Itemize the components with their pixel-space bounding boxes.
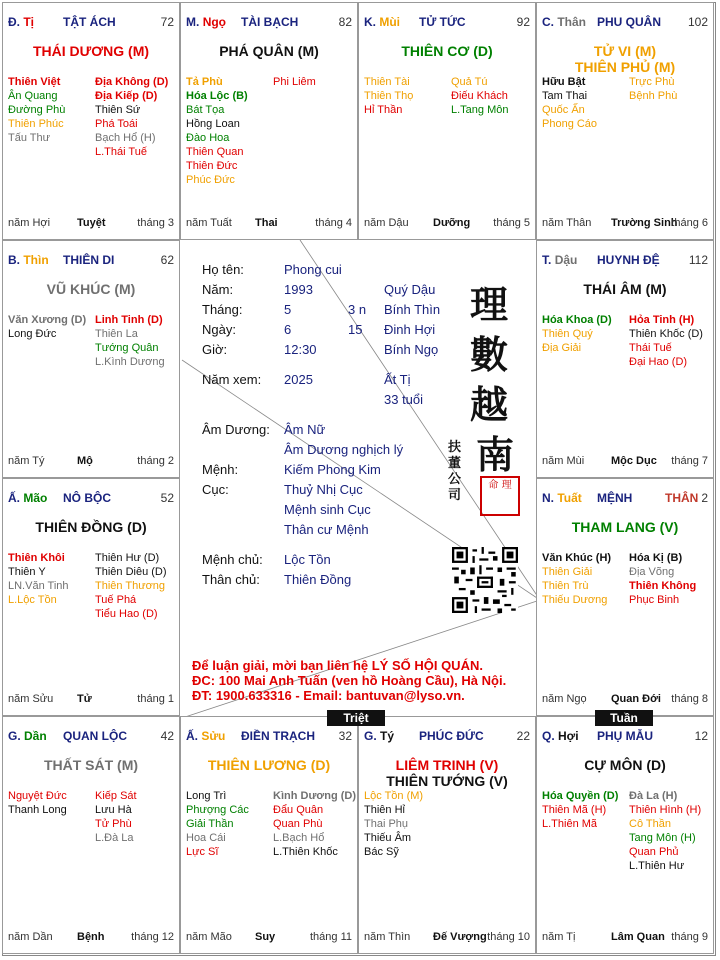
contact-block [192, 658, 506, 703]
minor-star: Thiên Giải [542, 566, 593, 578]
major-stars [537, 757, 713, 773]
palace-can: Đ. [8, 15, 20, 29]
minor-stars-right [95, 551, 167, 621]
palace-number: 112 [688, 253, 708, 267]
minor-stars-left [8, 551, 69, 607]
minor-star: Phục Binh [629, 594, 680, 606]
minor-star: Hoa Cái [186, 832, 226, 844]
minor-star: Bệnh Phù [629, 90, 678, 102]
minor-star: Lưu Hà [95, 804, 132, 816]
major-stars [359, 757, 535, 789]
minor-star: Hỉ Thần [364, 104, 403, 116]
minor-star: Thiên Việt [8, 76, 61, 88]
red-seal-stamp [480, 476, 520, 516]
minor-star: Quốc Ấn [542, 104, 585, 116]
minor-star: Giải Thần [186, 818, 234, 830]
label-than-chu: Thân chủ: [202, 572, 260, 587]
palace-branch-name: Sửu [201, 729, 226, 743]
minor-star: Thiên Hình (H) [629, 804, 702, 816]
minor-star: Địa Kiếp (D) [95, 90, 158, 102]
palace-can: B. [8, 253, 20, 267]
label-hour: Giờ: [202, 342, 228, 357]
minor-star: Ân Quang [8, 90, 58, 102]
palace-month: tháng 1 [137, 693, 174, 705]
minor-star: Trực Phù [629, 76, 675, 88]
value-menh: Kiếm Phong Kim [284, 462, 381, 477]
palace-month: tháng 2 [137, 455, 174, 467]
minor-star: Quan Phù [273, 818, 323, 830]
value-view-canchi: Ất Tị [384, 372, 411, 387]
minor-star: Tấu Thư [8, 132, 51, 144]
palace-month: tháng 7 [671, 455, 708, 467]
minor-stars-right [273, 75, 316, 89]
palace-name: PHU QUÂN [597, 15, 662, 29]
minor-star: Tả Phù [186, 76, 223, 88]
minor-star: Hữu Bật [542, 76, 586, 88]
palace-branch [8, 253, 49, 267]
value-amduong-2: Âm Dương nghịch lý [284, 442, 404, 457]
minor-stars-right [95, 789, 137, 845]
seal-text: 命 理 [488, 480, 512, 491]
palace-name: ĐIỀN TRẠCH [241, 729, 315, 743]
minor-star: Địa Không (D) [95, 76, 169, 88]
palace-month: tháng 4 [315, 217, 352, 229]
minor-star: Nguyệt Đức [8, 790, 67, 802]
qr-code-icon[interactable] [452, 547, 518, 613]
major-stars [181, 757, 357, 773]
minor-star: Thiên Hư (D) [95, 552, 160, 564]
palace-hoi[interactable] [536, 716, 714, 954]
value-month: 5 [284, 302, 292, 317]
minor-star: Phượng Các [186, 804, 249, 816]
palace-branch-name: Mùi [379, 15, 401, 29]
major-stars [181, 43, 357, 59]
label-menh: Mệnh: [202, 462, 239, 477]
palace-branch-name: Ngọ [202, 15, 227, 29]
palace-year: năm Thân [542, 217, 592, 229]
palace-dan[interactable] [2, 716, 180, 954]
calligraphy-small: 扶 董 公 司 [448, 440, 462, 503]
palace-branch [186, 729, 225, 743]
palace-month: tháng 3 [137, 217, 174, 229]
minor-star: LN.Văn Tinh [8, 580, 69, 592]
minor-star: Thiên Đức [186, 160, 238, 172]
minor-star: Bát Tọa [186, 104, 225, 116]
palace-branch-name: Tý [380, 729, 395, 743]
palace-branch-name: Tị [23, 15, 35, 29]
palace-stage: Thai [255, 217, 278, 229]
minor-star: Long Đức [8, 328, 57, 340]
major-star: THIÊN TƯỚNG (V) [386, 773, 508, 789]
palace-month: tháng 6 [671, 217, 708, 229]
minor-star: Tam Thai [542, 90, 588, 102]
palace-year: năm Sửu [8, 693, 54, 705]
minor-star: Thiếu Âm [364, 832, 412, 844]
major-stars [3, 281, 179, 297]
palace-year: năm Mão [186, 931, 232, 943]
minor-star: Phi Liêm [273, 76, 316, 88]
minor-stars-right [629, 789, 701, 873]
palace-number: 62 [160, 253, 174, 267]
palace-ti[interactable] [2, 2, 180, 240]
palace-number: 72 [160, 15, 174, 29]
palace-name: HUYNH ĐỆ [597, 253, 660, 267]
palace-year: năm Hợi [8, 217, 51, 229]
minor-star: L.Bạch Hổ [273, 832, 325, 844]
palace-tuat[interactable] [536, 478, 714, 716]
major-stars [537, 281, 713, 297]
minor-stars-left [8, 75, 65, 145]
minor-star: Kình Dương (D) [273, 790, 356, 802]
palace-dau[interactable] [536, 240, 714, 478]
palace-branch [8, 491, 47, 505]
minor-star: Bác Sỹ [364, 846, 399, 858]
palace-mui[interactable] [358, 2, 536, 240]
major-star: THẤT SÁT (M) [43, 757, 139, 773]
minor-star: L.Thiên Hư [629, 860, 685, 872]
triet-tag: Triệt [327, 710, 385, 726]
palace-month: tháng 10 [487, 931, 530, 943]
minor-star: L.Lộc Tồn [8, 594, 57, 606]
palace-branch [186, 15, 226, 29]
major-stars [3, 757, 179, 773]
palace-branch-name: Thân [557, 15, 587, 29]
palace-mao[interactable] [2, 478, 180, 716]
palace-number: 12 [694, 729, 708, 743]
palace-number: 52 [160, 491, 174, 505]
palace-branch [8, 729, 47, 743]
minor-star: Quan Phủ [629, 846, 679, 858]
minor-star: Linh Tinh (D) [95, 314, 163, 326]
label-amduong: Âm Dương: [202, 422, 270, 437]
minor-star: L.Đà La [95, 832, 134, 844]
minor-star: L.Thái Tuế [95, 146, 147, 158]
minor-star: Thanh Long [8, 804, 67, 816]
palace-can: N. [542, 491, 554, 505]
palace-stage: Dưỡng [433, 217, 471, 229]
palace-name: MỆNH [597, 491, 633, 505]
palace-branch [542, 491, 582, 505]
minor-star: Thiên Y [8, 566, 46, 578]
major-star: LIÊM TRINH (V) [395, 757, 499, 773]
minor-star: Thái Tuế [629, 342, 672, 354]
minor-star: Phong Cáo [542, 118, 598, 130]
palace-name: QUAN LỘC [63, 729, 127, 743]
minor-star: Thiên Trù [542, 580, 589, 592]
palace-stage: Mộc Dục [611, 455, 657, 467]
value-name: Phong cui [284, 262, 342, 277]
minor-star: Thiên Thương [95, 580, 166, 592]
minor-star: Thiên Hỉ [364, 804, 405, 816]
major-stars [3, 43, 179, 59]
value-day-extra: 15 [348, 322, 363, 337]
value-year: 1993 [284, 282, 313, 297]
palace-number: 92 [516, 15, 530, 29]
palace-branch-name: Dần [24, 729, 47, 743]
calligraphy-char-3: 越 [470, 382, 509, 427]
minor-star: Đường Phù [8, 104, 66, 116]
minor-stars-left [186, 789, 249, 859]
palace-year: năm Dậu [364, 217, 409, 229]
major-stars [537, 519, 713, 535]
major-star: THIÊN PHỦ (M) [574, 59, 676, 75]
minor-stars-right [451, 75, 508, 117]
minor-stars-left [542, 789, 618, 831]
palace-can: Q. [542, 729, 555, 743]
minor-stars-right [629, 551, 696, 607]
major-stars [3, 519, 179, 535]
minor-star: Thiên Quan [186, 146, 244, 158]
minor-star: Thiếu Dương [542, 594, 608, 606]
minor-star: Thiên Sứ [95, 104, 141, 116]
palace-branch-name: Tuất [557, 491, 582, 505]
palace-can: K. [364, 15, 376, 29]
palace-stage: Suy [255, 931, 276, 943]
label-view-year: Năm xem: [202, 372, 262, 387]
minor-star: Thai Phụ [364, 818, 409, 830]
calligraphy-char-1: 理 [470, 282, 509, 327]
minor-star: Hóa Khoa (D) [542, 314, 612, 326]
palace-than[interactable] [536, 2, 714, 240]
palace-stage: Đế Vượng [433, 931, 487, 943]
minor-stars-left [542, 75, 597, 131]
value-day-canchi: Đinh Hợi [384, 322, 436, 337]
label-menh-chu: Mệnh chủ: [202, 552, 263, 567]
minor-star: L.Kình Dương [95, 356, 165, 368]
minor-stars-left [186, 75, 248, 187]
calligraphy-char-4: 南 [476, 432, 515, 477]
palace-stage: Tử [77, 693, 92, 705]
value-year-canchi: Quý Dậu [384, 282, 436, 297]
minor-star: Đào Hoa [186, 132, 230, 144]
palace-name: TÀI BẠCH [241, 15, 299, 29]
minor-star: Kiếp Sát [95, 790, 137, 802]
minor-stars-right [629, 75, 677, 103]
minor-star: Thiên Tài [364, 76, 410, 88]
minor-star: Thiên Khốc (D) [629, 328, 703, 340]
palace-year: năm Dần [8, 931, 53, 943]
minor-star: Phúc Đức [186, 174, 235, 186]
minor-star: Thiên La [95, 328, 138, 340]
palace-suu[interactable] [180, 716, 358, 954]
major-star: CỰ MÔN (D) [584, 757, 666, 773]
major-stars [359, 43, 535, 59]
value-menh-chu: Lộc Tồn [284, 552, 331, 567]
palace-branch [364, 15, 400, 29]
minor-stars-right [629, 313, 703, 369]
label-year: Năm: [202, 282, 234, 297]
palace-branch-name: Thìn [23, 253, 49, 267]
palace-branch [542, 15, 586, 29]
minor-stars-left [8, 789, 67, 817]
palace-ty[interactable] [358, 716, 536, 954]
palace-stage: Quan Đới [611, 693, 661, 705]
value-view-year: 2025 [284, 372, 313, 387]
palace-thin[interactable] [2, 240, 180, 478]
value-age: 33 tuổi [384, 392, 424, 407]
palace-year: năm Tý [8, 455, 45, 467]
palace-can: T. [542, 253, 552, 267]
palace-year: năm Tuất [186, 217, 232, 229]
minor-star: Thiên Thọ [364, 90, 414, 102]
minor-star: Cô Thần [629, 818, 671, 830]
major-star: THIÊN ĐỒNG (D) [35, 519, 147, 535]
minor-star: Điếu Khách [451, 90, 508, 102]
value-day: 6 [284, 322, 292, 337]
palace-number: 82 [338, 15, 352, 29]
palace-can: M. [186, 15, 200, 29]
minor-star: Hồng Loan [186, 118, 240, 130]
minor-stars-left [364, 75, 413, 117]
label-cuc: Cục: [202, 482, 229, 497]
palace-branch [542, 729, 579, 743]
minor-stars-right [95, 75, 168, 159]
value-cuc: Thuỷ Nhị Cục [284, 482, 363, 497]
minor-star: Hóa Lộc (B) [186, 90, 248, 102]
minor-stars-right [273, 789, 356, 859]
minor-star: Tướng Quân [95, 342, 159, 354]
minor-star: Địa Giải [542, 342, 582, 354]
label-day: Ngày: [202, 322, 236, 337]
minor-star: Hóa Quyền (D) [542, 790, 619, 802]
palace-stage: Tuyệt [77, 217, 106, 229]
major-star: VŨ KHÚC (M) [46, 281, 136, 297]
value-hour-canchi: Bính Ngọ [384, 342, 439, 357]
value-cuc-3: Thân cư Mệnh [284, 522, 369, 537]
palace-name: NÔ BỘC [63, 491, 111, 505]
minor-star: Thiên Mã (H) [542, 804, 607, 816]
palace-can: Ấ. [8, 491, 20, 505]
minor-star: Lộc Tồn (M) [364, 790, 424, 802]
major-stars [537, 43, 713, 75]
palace-number: 42 [160, 729, 174, 743]
palace-name-2: THÂN [665, 491, 699, 505]
value-month-canchi: Bính Thìn [384, 302, 441, 317]
value-amduong: Âm Nữ [284, 422, 326, 437]
minor-star: Văn Xương (D) [8, 314, 87, 326]
palace-month: tháng 8 [671, 693, 708, 705]
minor-star: Thiên Không [629, 580, 697, 592]
center-info-panel [180, 240, 536, 716]
palace-month: tháng 12 [131, 931, 174, 943]
minor-star: L.Thiên Mã [542, 818, 598, 830]
palace-year: năm Mùi [542, 455, 585, 467]
minor-star: Tuế Phá [95, 594, 137, 606]
minor-star: Long Trì [186, 790, 227, 802]
palace-can: G. [364, 729, 377, 743]
minor-star: Đà La (H) [629, 790, 678, 802]
major-star: THIÊN LƯƠNG (D) [207, 757, 331, 773]
minor-star: Thiên Quý [542, 328, 593, 340]
value-month-extra: 3 n [348, 302, 367, 317]
minor-star: Bạch Hổ (H) [95, 132, 156, 144]
major-star: TỬ VI (M) [593, 43, 657, 59]
minor-star: Đẩu Quân [273, 804, 324, 816]
contact-line-3: ĐT: 1900.633316 - Email: bantuvan@lyso.vn. [192, 688, 465, 703]
palace-branch-name: Mão [23, 491, 48, 505]
minor-star: Tử Phù [95, 818, 132, 830]
minor-star: Phá Toái [95, 118, 138, 130]
minor-stars-left [542, 313, 612, 355]
minor-star: Thiên Diêu (D) [95, 566, 167, 578]
minor-star: Địa Võng [629, 566, 675, 578]
palace-branch [542, 253, 577, 267]
palace-stage: Mộ [77, 455, 93, 467]
minor-star: Thiên Phúc [8, 118, 64, 130]
minor-star: L.Tang Môn [451, 104, 509, 116]
palace-can: G. [8, 729, 21, 743]
palace-branch-name: Dậu [554, 253, 578, 267]
palace-year: năm Thìn [364, 931, 411, 943]
minor-star: Thiên Khôi [8, 552, 65, 564]
minor-star: Hỏa Tinh (H) [629, 314, 695, 326]
minor-star: Hóa Kị (B) [629, 552, 683, 564]
major-star: PHÁ QUÂN (M) [219, 43, 319, 59]
palace-branch-name: Hợi [558, 729, 579, 743]
value-cuc-2: Mệnh sinh Cục [284, 502, 371, 517]
minor-stars-left [542, 551, 611, 607]
palace-month: tháng 11 [309, 931, 352, 943]
palace-ngo[interactable] [180, 2, 358, 240]
palace-branch [364, 729, 394, 743]
minor-star: Văn Khúc (H) [542, 552, 612, 564]
palace-can: C. [542, 15, 554, 29]
contact-line-1: Để luận giải, mời bạn liên hệ LÝ SỐ HỘI QUÁN. [192, 658, 483, 673]
palace-name: PHỤ MẪU [597, 729, 653, 743]
minor-stars-left [8, 313, 86, 341]
major-star: THÁI DƯƠNG (M) [32, 43, 150, 59]
palace-year: năm Tị [542, 931, 576, 943]
palace-name: THIÊN DI [63, 253, 115, 267]
contact-line-2: ĐC: 100 Mai Anh Tuấn (ven hồ Hoàng Cầu), Hà Nội. [192, 673, 507, 688]
minor-star: Tiểu Hao (D) [95, 608, 158, 620]
palace-month: tháng 9 [671, 931, 708, 943]
palace-name: TẬT ÁCH [63, 15, 116, 29]
palace-year: năm Ngọ [542, 693, 587, 705]
minor-stars-left [364, 789, 423, 859]
palace-stage: Bệnh [77, 931, 105, 943]
label-name: Họ tên: [202, 262, 244, 277]
major-star: THAM LANG (V) [571, 519, 679, 535]
palace-number: 102 [687, 15, 708, 29]
minor-star: Lực Sĩ [186, 846, 219, 858]
major-star: THÁI ÂM (M) [583, 281, 667, 297]
palace-can: Ấ. [186, 729, 198, 743]
value-hour: 12:30 [284, 342, 317, 357]
minor-star: Quả Tú [451, 76, 488, 88]
palace-branch [8, 15, 34, 29]
minor-star: Tang Môn (H) [629, 832, 696, 844]
minor-stars-right [95, 313, 165, 369]
tuan-tag: Tuần [595, 710, 653, 726]
calligraphy-char-2: 數 [470, 332, 509, 377]
minor-star: L.Thiên Khốc [273, 846, 338, 858]
palace-number: 22 [516, 729, 530, 743]
major-star: THIÊN CƠ (D) [401, 43, 493, 59]
palace-stage: Trường Sinh [611, 217, 678, 229]
palace-number: 32 [338, 729, 352, 743]
palace-name: PHÚC ĐỨC [419, 729, 484, 743]
palace-name: TỬ TỨC [419, 15, 466, 29]
palace-month: tháng 5 [493, 217, 530, 229]
minor-star: Đại Hao (D) [629, 356, 688, 368]
palace-number: 2 [701, 491, 708, 505]
value-than-chu: Thiên Đồng [284, 572, 352, 587]
label-month: Tháng: [202, 302, 243, 317]
palace-stage: Lâm Quan [611, 931, 665, 943]
